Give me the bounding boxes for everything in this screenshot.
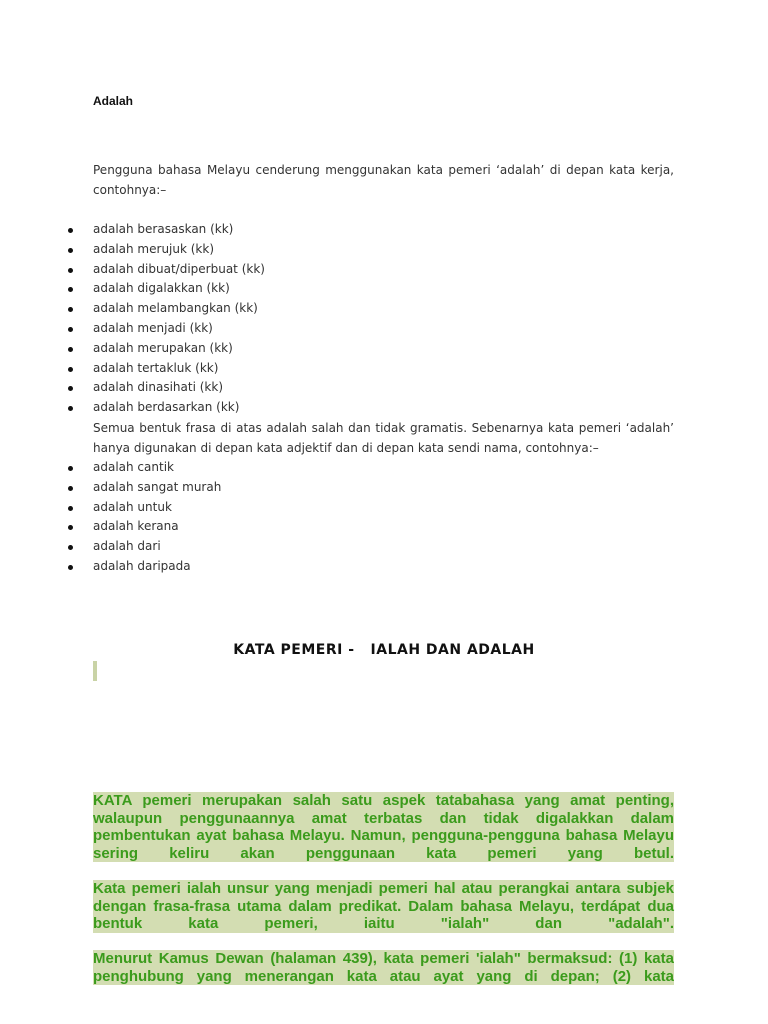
article-paragraph-3: Menurut Kamus Dewan (halaman 439), kata pemeri 'ialah" bermaksud: (1) kata penghubung yang menerangan kata atau ayat yang di depan; (2) kata bbox=[93, 950, 674, 985]
bullet-icon bbox=[68, 565, 73, 570]
section-heading: Adalah bbox=[93, 94, 134, 108]
bullet-icon bbox=[68, 406, 73, 411]
bullet-icon bbox=[68, 248, 73, 253]
bullet-icon bbox=[68, 327, 73, 332]
text-cursor-marker bbox=[93, 661, 97, 681]
article-title-part2: IALAH DAN ADALAH bbox=[370, 642, 535, 658]
article-title bbox=[0, 642, 768, 658]
article-paragraph-1: KATA pemeri merupakan salah satu aspek tatabahasa yang amat penting, walaupun penggunaannya amat terbatas dan tidak digalakkan dalam pembentukan ayat bahasa Melayu. Namun, pengguna-pengguna bahasa Melayu sering keliru akan penggunaan kata pemeri yang betul. bbox=[93, 792, 674, 862]
bullet-icon bbox=[68, 268, 73, 273]
list-item: adalah menjadi (kk) bbox=[0, 319, 265, 339]
article-title-part1: KATA PEMERI - bbox=[233, 642, 355, 658]
bullet-icon bbox=[68, 386, 73, 391]
list-item: adalah dari bbox=[0, 537, 221, 557]
bullet-icon bbox=[68, 367, 73, 372]
list-item: adalah sangat murah bbox=[0, 478, 221, 498]
list-item: adalah berasaskan (kk) bbox=[0, 220, 265, 240]
list-item: adalah tertakluk (kk) bbox=[0, 359, 265, 379]
intro-paragraph: Pengguna bahasa Melayu cenderung menggunakan kata pemeri ‘adalah’ di depan kata kerja, contohnya:– bbox=[93, 163, 674, 197]
list-item: adalah dinasihati (kk) bbox=[0, 378, 265, 398]
list-item: adalah kerana bbox=[0, 517, 221, 537]
bullet-icon bbox=[68, 466, 73, 471]
bullet-icon bbox=[68, 525, 73, 530]
explanation-paragraph: Semua bentuk frasa di atas adalah salah dan tidak gramatis. Sebenarnya kata pemeri ‘adalah’ hanya digunakan di depan kata adjektif dan di depan kata sendi nama, contohnya:– bbox=[93, 421, 674, 455]
list-item: adalah berdasarkan (kk) bbox=[0, 398, 265, 418]
list-item: adalah cantik bbox=[0, 458, 221, 478]
article-paragraph-2: Kata pemeri ialah unsur yang menjadi pemeri hal atau perangkai antara subjek dengan frasa-frasa utama dalam predikat. Dalam bahasa Melayu, terdápat dua bentuk kata pemeri, iaitu "ialah" dan "adalah". bbox=[93, 880, 674, 932]
list-item: adalah dibuat/diperbuat (kk) bbox=[0, 260, 265, 280]
wrong-examples-list bbox=[0, 220, 265, 418]
bullet-icon bbox=[68, 287, 73, 292]
list-item: adalah merujuk (kk) bbox=[0, 240, 265, 260]
correct-examples-list bbox=[0, 458, 221, 577]
bullet-icon bbox=[68, 307, 73, 312]
list-item: adalah daripada bbox=[0, 557, 221, 577]
bullet-icon bbox=[68, 506, 73, 511]
list-item: adalah untuk bbox=[0, 498, 221, 518]
list-item: adalah merupakan (kk) bbox=[0, 339, 265, 359]
bullet-icon bbox=[68, 545, 73, 550]
bullet-icon bbox=[68, 347, 73, 352]
bullet-icon bbox=[68, 228, 73, 233]
bullet-icon bbox=[68, 486, 73, 491]
list-item: adalah melambangkan (kk) bbox=[0, 299, 265, 319]
list-item: adalah digalakkan (kk) bbox=[0, 279, 265, 299]
